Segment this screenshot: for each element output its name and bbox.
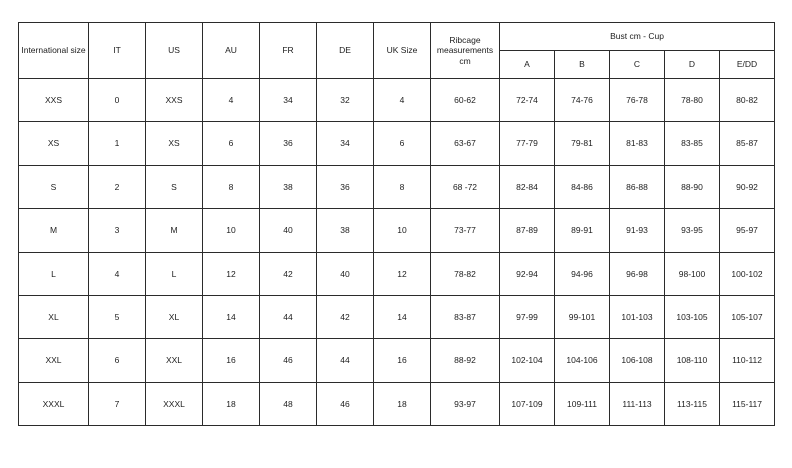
cell-bust-b: 109-111 <box>555 382 610 425</box>
table-row <box>19 79 775 122</box>
header-de: DE <box>317 23 374 79</box>
cell-ribcage: 63-67 <box>431 122 500 165</box>
cell-bust-edd: 110-112 <box>720 339 775 382</box>
cell-it: 2 <box>89 165 146 208</box>
cell-ribcage: 83-87 <box>431 295 500 338</box>
cell-bust-c: 111-113 <box>610 382 665 425</box>
table-row <box>19 209 775 252</box>
header-au: AU <box>203 23 260 79</box>
cell-de: 34 <box>317 122 374 165</box>
cell-bust-d: 108-110 <box>665 339 720 382</box>
cell-bust-a: 72-74 <box>500 79 555 122</box>
cell-bust-edd: 115-117 <box>720 382 775 425</box>
cell-bust-d: 93-95 <box>665 209 720 252</box>
cell-ribcage: 60-62 <box>431 79 500 122</box>
cell-uk: 14 <box>374 295 431 338</box>
cell-uk: 10 <box>374 209 431 252</box>
header-cup-edd: E/DD <box>720 51 775 79</box>
cell-bust-d: 103-105 <box>665 295 720 338</box>
header-row-primary <box>19 23 775 51</box>
cell-bust-edd: 105-107 <box>720 295 775 338</box>
cell-bust-b: 89-91 <box>555 209 610 252</box>
cell-fr: 36 <box>260 122 317 165</box>
cell-ribcage: 88-92 <box>431 339 500 382</box>
cell-us: XL <box>146 295 203 338</box>
cell-bust-c: 96-98 <box>610 252 665 295</box>
cell-uk: 12 <box>374 252 431 295</box>
cell-bust-edd: 85-87 <box>720 122 775 165</box>
cell-bust-b: 94-96 <box>555 252 610 295</box>
cell-ribcage: 93-97 <box>431 382 500 425</box>
cell-bust-d: 113-115 <box>665 382 720 425</box>
header-cup-b: B <box>555 51 610 79</box>
cell-au: 4 <box>203 79 260 122</box>
header-ribcage-measurements: Ribcage measurements cm <box>431 23 500 79</box>
cell-bust-a: 107-109 <box>500 382 555 425</box>
table-row <box>19 252 775 295</box>
cell-it: 0 <box>89 79 146 122</box>
cell-bust-b: 74-76 <box>555 79 610 122</box>
cell-bust-a: 77-79 <box>500 122 555 165</box>
cell-fr: 42 <box>260 252 317 295</box>
cell-fr: 34 <box>260 79 317 122</box>
cell-international-size: S <box>19 165 89 208</box>
cell-uk: 4 <box>374 79 431 122</box>
cell-it: 5 <box>89 295 146 338</box>
cell-ribcage: 78-82 <box>431 252 500 295</box>
header-it: IT <box>89 23 146 79</box>
cell-bust-d: 88-90 <box>665 165 720 208</box>
cell-au: 6 <box>203 122 260 165</box>
cell-bust-a: 102-104 <box>500 339 555 382</box>
cell-bust-c: 76-78 <box>610 79 665 122</box>
cell-uk: 6 <box>374 122 431 165</box>
cell-bust-c: 106-108 <box>610 339 665 382</box>
cell-us: XXXL <box>146 382 203 425</box>
cell-fr: 46 <box>260 339 317 382</box>
cell-uk: 16 <box>374 339 431 382</box>
cell-bust-a: 97-99 <box>500 295 555 338</box>
cell-us: XS <box>146 122 203 165</box>
cell-bust-edd: 100-102 <box>720 252 775 295</box>
cell-bust-c: 81-83 <box>610 122 665 165</box>
cell-it: 4 <box>89 252 146 295</box>
cell-international-size: XS <box>19 122 89 165</box>
cell-ribcage: 73-77 <box>431 209 500 252</box>
cell-international-size: XL <box>19 295 89 338</box>
cell-it: 6 <box>89 339 146 382</box>
cell-bust-c: 91-93 <box>610 209 665 252</box>
cell-international-size: L <box>19 252 89 295</box>
cell-uk: 18 <box>374 382 431 425</box>
cell-au: 16 <box>203 339 260 382</box>
header-cup-c: C <box>610 51 665 79</box>
table-row <box>19 165 775 208</box>
table-row <box>19 122 775 165</box>
cell-de: 44 <box>317 339 374 382</box>
cell-fr: 40 <box>260 209 317 252</box>
cell-bust-a: 82-84 <box>500 165 555 208</box>
header-us: US <box>146 23 203 79</box>
header-uk-size: UK Size <box>374 23 431 79</box>
cell-bust-edd: 90-92 <box>720 165 775 208</box>
cell-it: 3 <box>89 209 146 252</box>
cell-international-size: XXS <box>19 79 89 122</box>
cell-bust-c: 101-103 <box>610 295 665 338</box>
cell-us: S <box>146 165 203 208</box>
header-fr: FR <box>260 23 317 79</box>
cell-us: L <box>146 252 203 295</box>
header-bust-cup-group: Bust cm - Cup <box>500 23 775 51</box>
cell-bust-b: 79-81 <box>555 122 610 165</box>
cell-uk: 8 <box>374 165 431 208</box>
cell-de: 32 <box>317 79 374 122</box>
cell-bust-a: 92-94 <box>500 252 555 295</box>
cell-it: 1 <box>89 122 146 165</box>
cell-au: 10 <box>203 209 260 252</box>
cell-us: XXS <box>146 79 203 122</box>
table-row <box>19 382 775 425</box>
cell-au: 12 <box>203 252 260 295</box>
cell-fr: 38 <box>260 165 317 208</box>
header-international-size: International size <box>19 23 89 79</box>
size-conversion-table <box>18 22 775 426</box>
cell-fr: 48 <box>260 382 317 425</box>
table-row <box>19 295 775 338</box>
cell-bust-edd: 80-82 <box>720 79 775 122</box>
cell-bust-b: 84-86 <box>555 165 610 208</box>
cell-ribcage: 68 -72 <box>431 165 500 208</box>
cell-international-size: XXXL <box>19 382 89 425</box>
cell-us: M <box>146 209 203 252</box>
cell-au: 8 <box>203 165 260 208</box>
cell-bust-d: 83-85 <box>665 122 720 165</box>
cell-it: 7 <box>89 382 146 425</box>
cell-de: 42 <box>317 295 374 338</box>
table-body <box>19 79 775 426</box>
cell-de: 36 <box>317 165 374 208</box>
cell-au: 18 <box>203 382 260 425</box>
cell-bust-d: 98-100 <box>665 252 720 295</box>
header-cup-a: A <box>500 51 555 79</box>
cell-de: 38 <box>317 209 374 252</box>
cell-fr: 44 <box>260 295 317 338</box>
cell-international-size: M <box>19 209 89 252</box>
table-row <box>19 339 775 382</box>
cell-bust-d: 78-80 <box>665 79 720 122</box>
cell-international-size: XXL <box>19 339 89 382</box>
cell-de: 46 <box>317 382 374 425</box>
cell-bust-b: 104-106 <box>555 339 610 382</box>
cell-us: XXL <box>146 339 203 382</box>
table-header <box>19 23 775 79</box>
cell-bust-c: 86-88 <box>610 165 665 208</box>
cell-au: 14 <box>203 295 260 338</box>
cell-bust-b: 99-101 <box>555 295 610 338</box>
cell-de: 40 <box>317 252 374 295</box>
cell-bust-edd: 95-97 <box>720 209 775 252</box>
header-cup-d: D <box>665 51 720 79</box>
cell-bust-a: 87-89 <box>500 209 555 252</box>
